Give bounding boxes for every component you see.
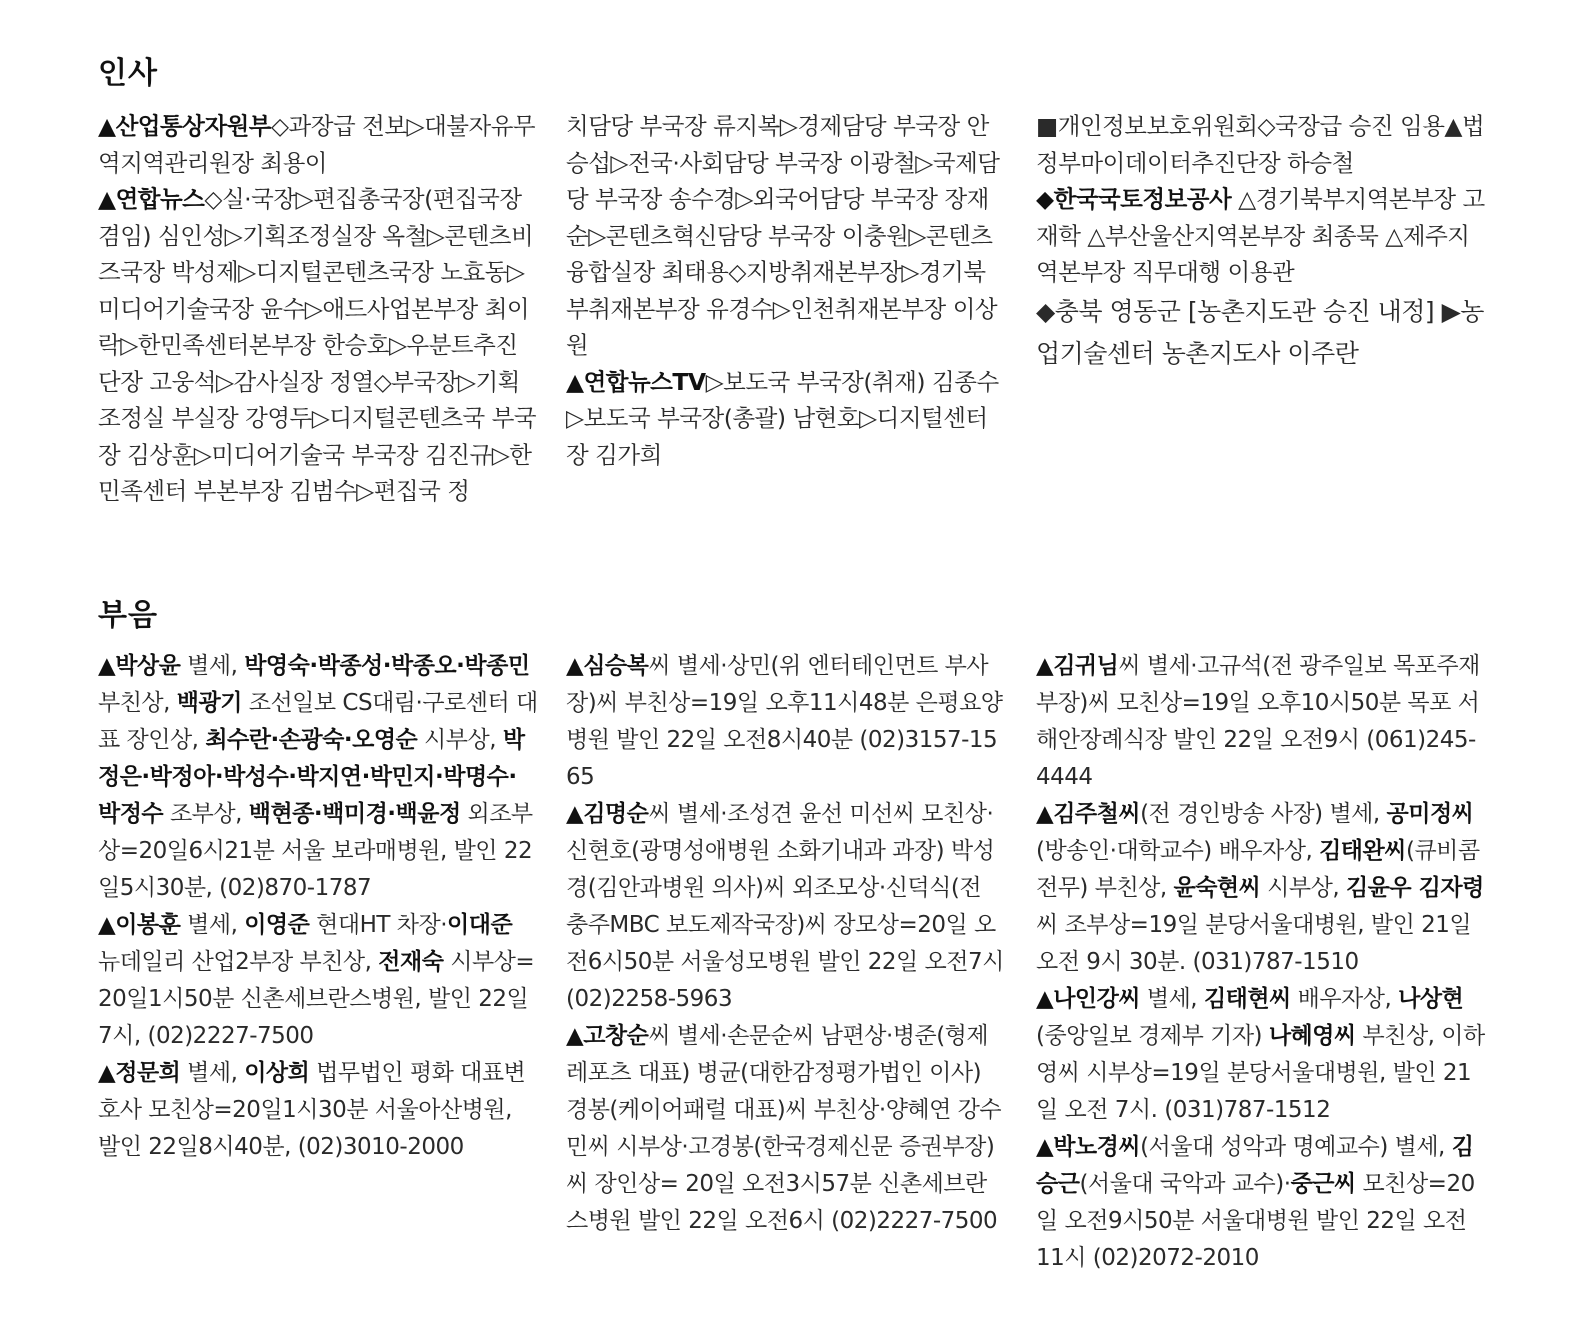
deceased-name: ▲정문희 [98, 1060, 181, 1086]
deceased-name: ▲이봉훈 [98, 912, 181, 938]
org-name: ▲연합뉴스 [98, 185, 205, 213]
insa-entry [1036, 181, 1486, 291]
org-name: ▲연합뉴스TV [566, 367, 706, 396]
relative-names: 이상희 [244, 1060, 310, 1086]
relative-names: 백광기 [176, 690, 242, 716]
relative-names: 윤숙현씨 [1173, 875, 1261, 901]
insa-entry [1036, 108, 1486, 181]
deceased-name: ▲김귀님 [1036, 653, 1119, 679]
obituary-entry [566, 796, 1006, 1018]
obituary-entry [1036, 796, 1486, 981]
obituary-entry [98, 648, 538, 907]
entry-text: 별세, [180, 653, 245, 679]
entry-text: 배우자상, [1290, 986, 1399, 1012]
entry-text: 시부상, [1260, 875, 1346, 901]
entry-text: 씨 별세·조성견 윤선 미선씨 모친상·신현호(광명성애병원 소화기내과 과장) 박성경(김안과병원 의사)씨 외조모상·신덕식(전 충주MBC 보도제작국장)씨 장모상=20일 오전6시50분 서울성모병원 발인 22일 오전7시 (02)2258-5963 [566, 801, 1004, 1012]
entry-text: 조부상, [163, 801, 249, 827]
deceased-name: ▲심승복 [566, 653, 649, 679]
entry-text: 별세, [180, 912, 245, 938]
entry-text: 외조부상=20일6시21분 서울 보라매병원, 발인 22일5시30분, (02)870-1787 [98, 801, 533, 901]
relative-names: 최수란·손광숙·오영순 [205, 727, 418, 753]
relative-names: 나혜영씨 [1268, 1023, 1356, 1049]
entry-text: ◇과장급 전보▷대불자유무역지역관리원장 최용이 [98, 112, 536, 177]
entry-text: ◇실·국장▷편집총국장(편집국장 겸임) 심인성▷기획조정실장 옥철▷콘텐츠비즈국장 박성제▷디지털콘텐츠국장 노효동▷미디어기술국장 윤수▷애드사업본부장 최이락▷한민족센터본부장 한승호▷우분트추진단장 고웅석▷감사실장 정열◇부국장▷기획조정실 부실장 강영두▷디지털콘텐츠국 부국장 김상훈▷미디어기술국 부국장 김진규▷한민족센터 부본부장 김범수▷편집국 정 [98, 185, 537, 505]
entry-text: 뉴데일리 산업2부장 부친상, [98, 949, 379, 975]
obituary-entry [1036, 648, 1486, 796]
entry-text: 별세, [180, 1060, 245, 1086]
deceased-name: ▲고창순 [566, 1023, 649, 1049]
insa-section-title: 인사 [98, 56, 158, 91]
relative-names: 김태현씨 [1203, 986, 1291, 1012]
entry-text: 시부상=20일1시50분 신촌세브란스병원, 발인 22일7시, (02)2227-7500 [98, 949, 535, 1049]
obituary-entry [1036, 1129, 1486, 1277]
bueum-column-1 [98, 648, 538, 1166]
entry-text: 법무법인 평화 대표변호사 모친상=20일1시30분 서울아산병원, 발인 22일8시40분, (02)3010-2000 [98, 1060, 526, 1160]
entry-text: 조선일보 CS대림·구로센터 대표 장인상, [98, 690, 538, 753]
obituary-entry [98, 907, 538, 1055]
entry-text: (서울대 국악과 교수)· [1079, 1171, 1291, 1197]
relative-names: 박영숙·박종성·박종오·박종민 [244, 653, 530, 679]
entry-text: ▷보도국 부국장(취재) 김종수▷보도국 부국장(총괄) 남현호▷디지털센터장 김가희 [566, 367, 999, 469]
obituary-entry [98, 1055, 538, 1166]
insa-entry [566, 364, 1006, 474]
deceased-name: ▲박노경씨 [1036, 1134, 1141, 1160]
entry-text: (방송인·대학교수) 배우자상, [1036, 838, 1320, 864]
deceased-name: ▲김주철씨 [1036, 801, 1141, 827]
entry-text: 부친상, 이하영씨 시부상=19일 분당서울대병원, 발인 21일 오전 7시. (031)787-1512 [1036, 1023, 1485, 1123]
obituary-entry [566, 1018, 1006, 1240]
insa-entry [566, 108, 1006, 364]
entry-text: ◇국장급 승진 임용▲법정부마이데이터추진단장 하승철 [1036, 112, 1485, 177]
bueum-column-3 [1036, 648, 1486, 1277]
org-name: ◆한국국토정보공사 [1036, 185, 1232, 213]
entry-text: 씨 조부상=19일 분당서울대병원, 발인 21일 오전 9시 30분. (031)787-1510 [1036, 912, 1472, 975]
insa-entry [98, 181, 538, 510]
entry-text: (서울대 성악과 명예교수) 별세, [1140, 1134, 1452, 1160]
obituary-entry [1036, 981, 1486, 1129]
insa-entry [1036, 291, 1486, 375]
entry-text: 모친상=20일 오전9시50분 서울대병원 발인 22일 오전 11시 (02)2072-2010 [1036, 1171, 1475, 1271]
entry-text: 시부상, [417, 727, 503, 753]
entry-text: 씨 별세·고규석(전 광주일보 목포주재 부장)씨 모친상=19일 오후10시50분 목포 서해안장례식장 발인 22일 오전9시 (061)245-4444 [1036, 653, 1480, 790]
bueum-column-2 [566, 648, 1006, 1240]
entry-text: 별세, [1140, 986, 1204, 1012]
entry-text: 치담당 부국장 류지복▷경제담당 부국장 안승섭▷전국·사회담당 부국장 이광철▷국제담당 부국장 송수경▷외국어담당 부국장 장재순▷콘텐츠혁신담당 부국장 이충원▷콘텐츠융합실장 최태용◇지방취재본부장▷경기북부취재본부장 유경수▷인천취재본부장 이상원 [566, 112, 1000, 359]
relative-names: 이영준 [244, 912, 310, 938]
insa-column-2 [566, 108, 1006, 473]
entry-text: 씨 별세·손문순씨 남편상·병준(형제레포츠 대표) 병균(대한감정평가법인 이사) 경봉(케이어패럴 대표)씨 부친상·양혜연 강수민씨 시부상·고경봉(한국경제신문 증권부장)씨 장인상= 20일 오전3시57분 신촌세브란스병원 발인 22일 오전6시 (02)2227-7500 [566, 1023, 1002, 1234]
entry-text: ◆충북 영동군 [농촌지도관 승진 내정] ▶농업기술센터 농촌지도사 이주란 [1036, 296, 1484, 368]
insa-column-3 [1036, 108, 1486, 375]
obituary-entry [566, 648, 1006, 796]
entry-text: 씨 별세·상민(위 엔터테인먼트 부사장)씨 부친상=19일 오후11시48분 은평요양병원 발인 22일 오전8시40분 (02)3157-1565 [566, 653, 1003, 790]
org-name: ■개인정보보호위원회 [1036, 112, 1258, 140]
relative-names: 중근씨 [1290, 1171, 1356, 1197]
deceased-name: ▲김명순 [566, 801, 649, 827]
relative-names: 백현종·백미경·백윤정 [248, 801, 461, 827]
relative-names: 공미정씨 [1386, 801, 1474, 827]
relative-names: 나상현 [1398, 986, 1464, 1012]
entry-text: △경기북부지역본부장 고재학 △부산울산지역본부장 최종묵 △제주지역본부장 직무대행 이용관 [1036, 185, 1485, 286]
deceased-name: ▲나인강씨 [1036, 986, 1141, 1012]
insa-entry [98, 108, 538, 181]
relative-names: 김승근 [1036, 1134, 1474, 1197]
entry-text: (전 경인방송 사장) 별세, [1140, 801, 1387, 827]
org-name: ▲산업통상자원부 [98, 112, 271, 140]
deceased-name: ▲박상윤 [98, 653, 181, 679]
relative-names: 김윤우 김자령 [1345, 875, 1484, 901]
relative-names: 김태완씨 [1319, 838, 1406, 864]
relative-names: 박정은·박정아·박성수·박지연·박민지·박명수·박정수 [98, 727, 525, 827]
relative-names: 전재숙 [378, 949, 444, 975]
entry-text: 부친상, [98, 690, 177, 716]
bueum-section-title: 부음 [98, 598, 158, 633]
relative-names: 이대준 [447, 912, 513, 938]
insa-column-1 [98, 108, 538, 510]
entry-text: (큐비콤 전무) 부친상, [1036, 838, 1480, 901]
entry-text: (중앙일보 경제부 기자) [1036, 1023, 1269, 1049]
entry-text: 현대HT 차장· [309, 912, 448, 938]
